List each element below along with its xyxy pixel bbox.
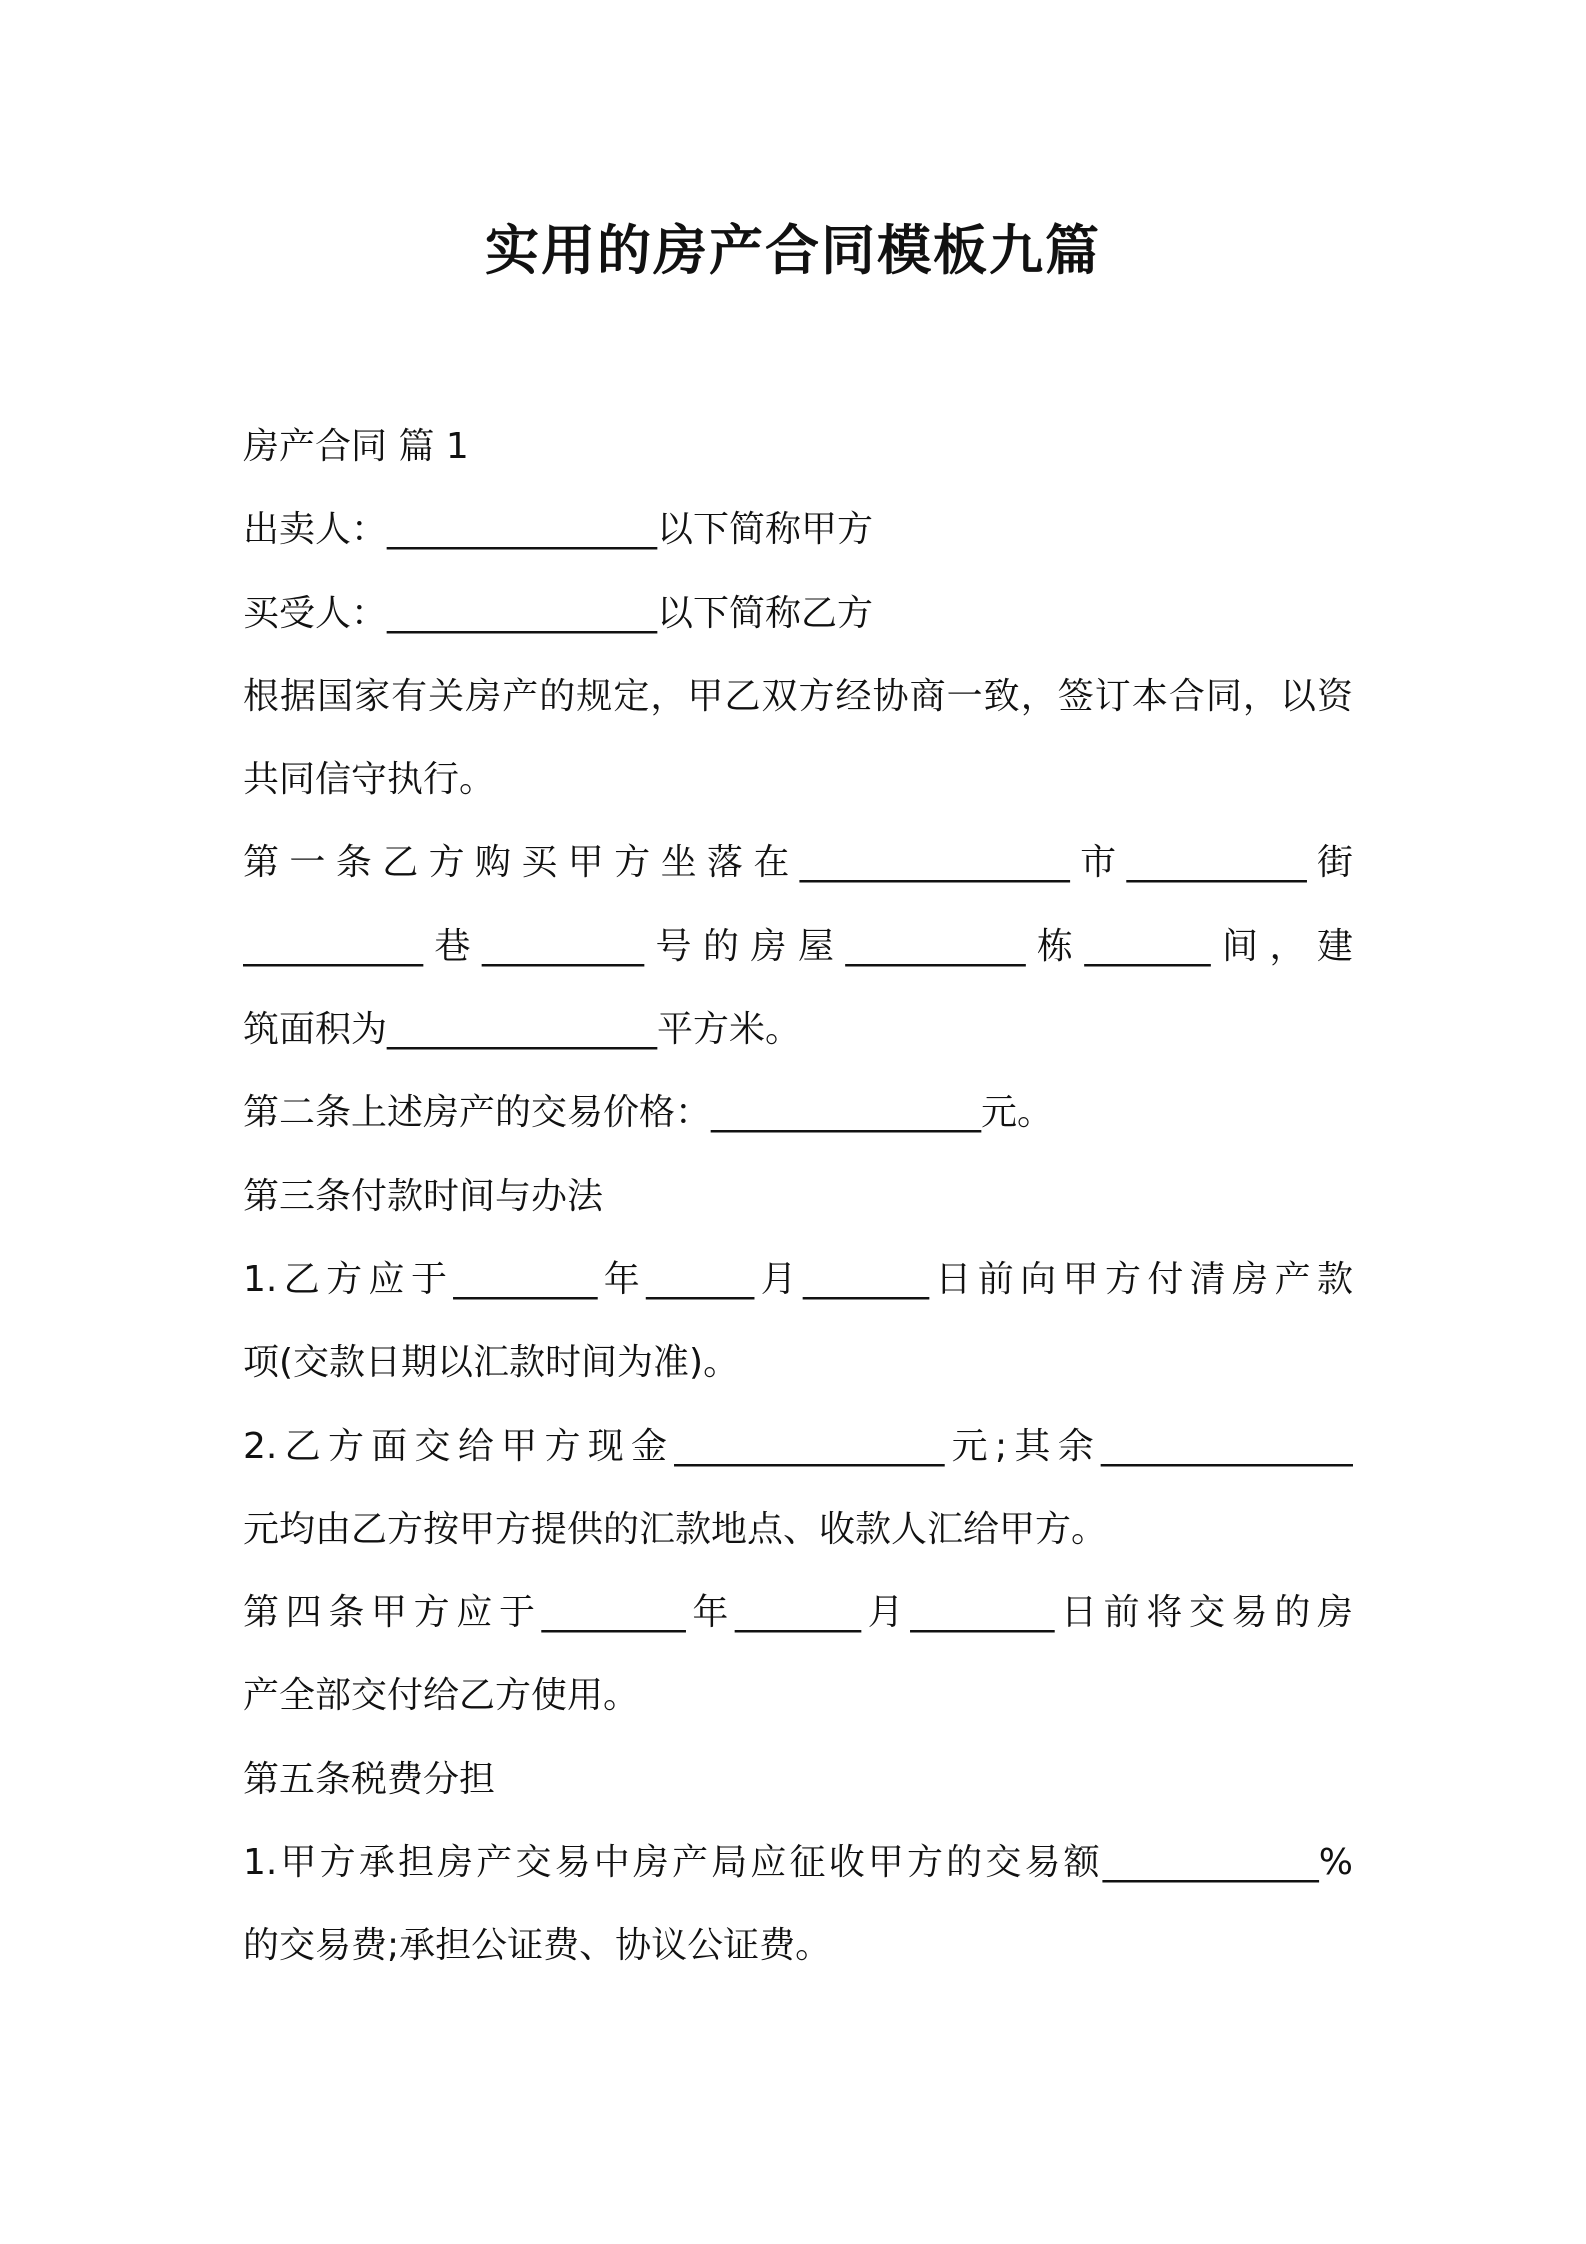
clause-heading: 第五条税费分担 <box>243 1758 496 1800</box>
clause-line: __________巷_________号的房屋__________栋_______间，建 <box>243 925 1353 967</box>
clause-heading: 第三条付款时间与办法 <box>243 1175 604 1217</box>
seller-line: 出卖人：_______________以下简称甲方 <box>243 509 874 551</box>
paragraph-line: 共同信守执行。 <box>243 759 496 801</box>
clause-line: 第一条乙方购买甲方坐落在_______________市__________街 <box>243 842 1353 884</box>
clause-line: 1.乙方应于________年______月_______日前向甲方付清房产款 <box>243 1258 1353 1300</box>
clause-line: 筑面积为_______________平方米。 <box>243 1009 802 1051</box>
clause-line: 2.乙方面交给甲方现金_______________元;其余______________ <box>243 1425 1353 1467</box>
clause-line: 1.甲方承担房产交易中房产局应征收甲方的交易额____________% <box>243 1842 1353 1884</box>
section-heading: 房产合同 篇 1 <box>243 426 469 467</box>
clause-line: 第二条上述房产的交易价格：_______________元。 <box>243 1092 1054 1134</box>
paragraph-line: 根据国家有关房产的规定，甲乙双方经协商一致，签订本合同，以资 <box>243 675 1353 717</box>
clause-line: 产全部交付给乙方使用。 <box>243 1675 640 1717</box>
buyer-line: 买受人：_______________以下简称乙方 <box>243 592 874 634</box>
document-body <box>243 405 1353 1988</box>
clause-line: 项(交款日期以汇款时间为准)。 <box>243 1342 740 1384</box>
document-title: 实用的房产合同模板九篇 <box>485 219 1101 282</box>
clause-line: 元均由乙方按甲方提供的汇款地点、收款人汇给甲方。 <box>243 1508 1108 1550</box>
clause-line: 的交易费;承担公证费、协议公证费。 <box>243 1925 832 1967</box>
clause-line: 第四条甲方应于________年_______月________日前将交易的房 <box>243 1592 1353 1634</box>
